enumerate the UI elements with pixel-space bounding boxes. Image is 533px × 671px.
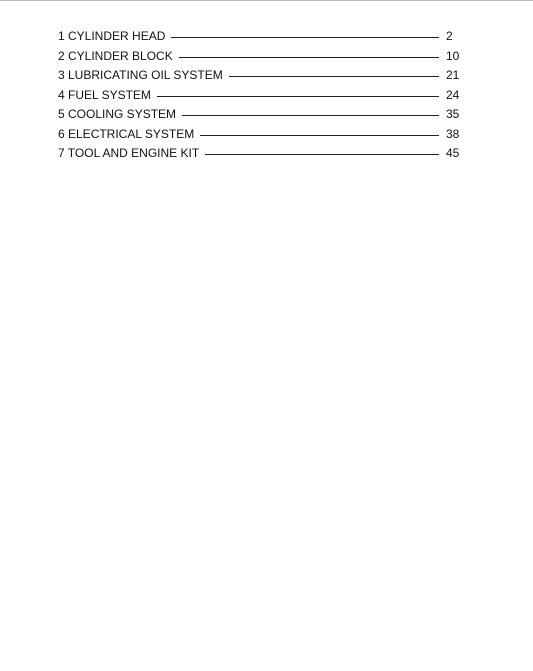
toc-entry-title: 6 ELECTRICAL SYSTEM [58, 126, 195, 141]
toc-entry-page: 45 [446, 146, 460, 160]
toc-leader-line [205, 154, 439, 155]
toc-entry[interactable] [58, 146, 464, 166]
toc-entry-title: 1 CYLINDER HEAD [58, 29, 166, 43]
toc-leader-line [182, 115, 439, 116]
toc-entry[interactable] [58, 68, 464, 88]
toc-entry-page: 38 [446, 126, 460, 141]
toc-leader-line [200, 135, 439, 136]
toc-entry[interactable] [58, 127, 464, 147]
toc-entry-title: 4 FUEL SYSTEM [58, 87, 151, 102]
toc-entry[interactable] [58, 107, 464, 127]
toc-entry-page: 21 [446, 68, 460, 82]
toc-entry[interactable] [58, 29, 464, 49]
toc-leader-line [179, 57, 439, 58]
toc-entry-title: 2 CYLINDER BLOCK [58, 48, 173, 63]
toc-entry-page: 24 [446, 87, 460, 102]
toc-entry-title: 7 TOOL AND ENGINE KIT [58, 146, 200, 160]
toc-leader-line [229, 76, 439, 77]
toc-entry[interactable] [58, 49, 464, 69]
toc-entry-page: 2 [446, 29, 453, 43]
toc-entry-page: 10 [446, 48, 460, 63]
toc-entry-title: 5 COOLING SYSTEM [58, 107, 177, 121]
page-top-border [0, 0, 533, 1]
table-of-contents [58, 29, 464, 166]
toc-entry-page: 35 [446, 107, 460, 121]
toc-leader-line [157, 96, 439, 97]
toc-entry[interactable] [58, 88, 464, 108]
toc-entry-title: 3 LUBRICATING OIL SYSTEM [58, 68, 223, 82]
toc-leader-line [171, 37, 439, 38]
